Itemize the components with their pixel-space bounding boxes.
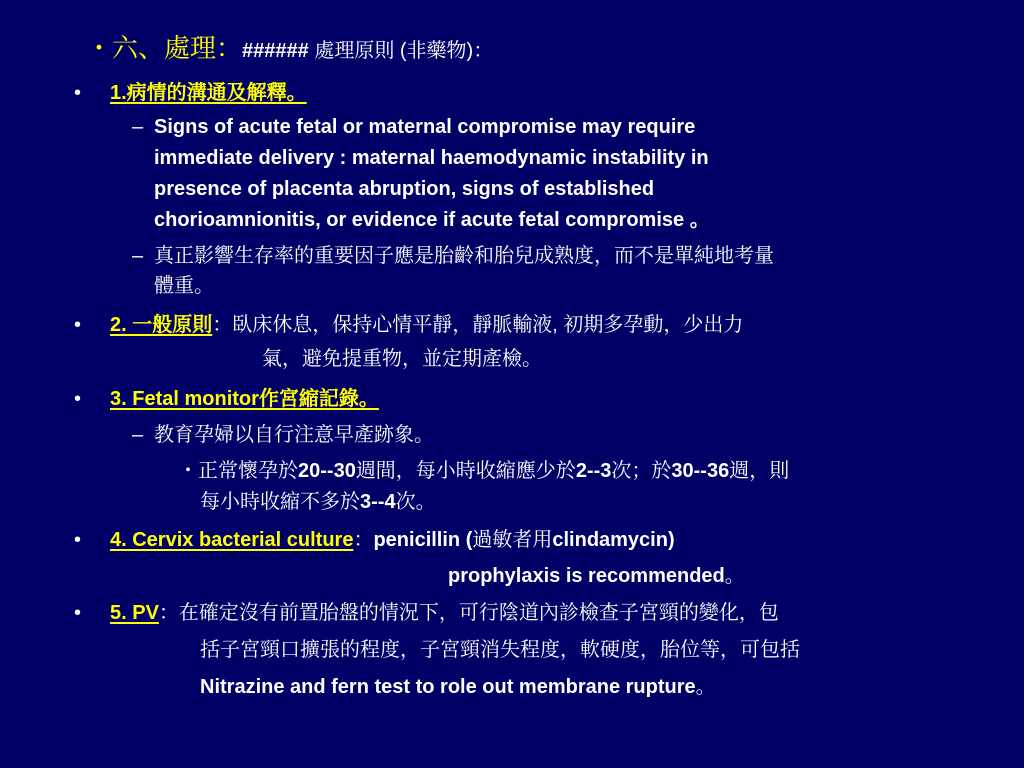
item5-label: 5. PV (110, 602, 159, 624)
subsub-number: 2--3 (575, 460, 612, 482)
item4-text: prophylaxis is recommended (448, 565, 725, 587)
subsub-number: 3--4 (360, 491, 396, 513)
item3-label: 3. Fetal monitor作宮縮記錄。 (110, 388, 379, 410)
bullet-icon: • (74, 82, 82, 104)
item4-text: ： (353, 529, 374, 551)
dash-icon: – (132, 245, 144, 267)
item1-sub1-line1: Signs of acute fetal or maternal compromise may require (154, 116, 696, 138)
bullet-icon: • (74, 388, 82, 410)
slide-title (86, 30, 493, 69)
item1-sub1-line3: presence of placenta abruption, signs of established (154, 178, 655, 200)
item1-sub1-line2: immediate delivery : maternal haemodynamic instability in (154, 147, 709, 169)
item3-subsub-line2 (200, 487, 436, 517)
item3-sub-text: 教育孕婦以自行注意早產跡象。 (154, 424, 434, 446)
item5-text: ：在確定沒有前置胎盤的情況下，可行陰道內診檢查子宮頸的變化，包 (158, 602, 779, 624)
bullet-icon: • (74, 529, 82, 551)
item5-text: 。 (695, 676, 716, 698)
item5-line3 (200, 672, 716, 702)
title-rest: 處理原則 (非藥物)： (308, 40, 494, 62)
item1-sub2-line1: 真正影響生存率的重要因子應是胎齡和胎兒成熟度，而不是單純地考量 (154, 245, 774, 267)
dash-icon: – (132, 116, 144, 138)
item5-text2: 括子宮頸口擴張的程度，子宮頸消失程度，軟硬度，胎位等，可包括 (200, 639, 800, 661)
bullet-icon: • (74, 314, 82, 336)
subsub-number: 30--36 (671, 460, 730, 482)
item1-label: 1.病情的溝通及解釋。 (110, 82, 307, 104)
subsub-text: 次。 (395, 491, 436, 513)
subsub-text: 正常懷孕於 (198, 460, 298, 482)
item4-text: clindamycin) (552, 529, 675, 551)
item2-text1: ：臥床休息，保持心情平靜，靜脈輸液, 初期多孕動，少出力 (212, 314, 744, 336)
title-heading: 六、處理： (112, 33, 243, 63)
subsub-text: 次；於 (611, 460, 672, 482)
title-bullet: ・ (86, 33, 113, 63)
subsub-number: 20--30 (298, 460, 356, 482)
item4-text: 過敏者用 (472, 529, 553, 551)
item4-line1 (110, 525, 675, 555)
item3-subsub-line1 (178, 456, 789, 486)
subsub-bullet: ・ (178, 460, 198, 482)
bullet-icon: • (74, 602, 82, 624)
item5-text: Nitrazine and fern test to role out membrane rupture (200, 676, 696, 698)
item4-line2 (448, 561, 745, 591)
item1-sub1-line4: chorioamnionitis, or evidence if acute fetal compromise 。 (154, 209, 710, 231)
item4-text: penicillin ( (373, 529, 473, 551)
subsub-text: 每小時收縮不多於 (200, 491, 360, 513)
item2-line1 (110, 310, 743, 340)
subsub-text: 週間，每小時收縮應少於 (355, 460, 576, 482)
title-hashes: ###### (242, 40, 309, 62)
item2-text2: 氣，避免提重物，並定期產檢。 (262, 348, 542, 370)
item1-sub2-line2: 體重。 (154, 275, 214, 297)
item4-text: 。 (724, 565, 745, 587)
item4-label: 4. Cervix bacterial culture (110, 529, 354, 551)
item5-line1 (110, 598, 779, 628)
item2-label: 2. 一般原則 (110, 314, 213, 336)
subsub-text: 週，則 (729, 460, 790, 482)
dash-icon: – (132, 424, 144, 446)
